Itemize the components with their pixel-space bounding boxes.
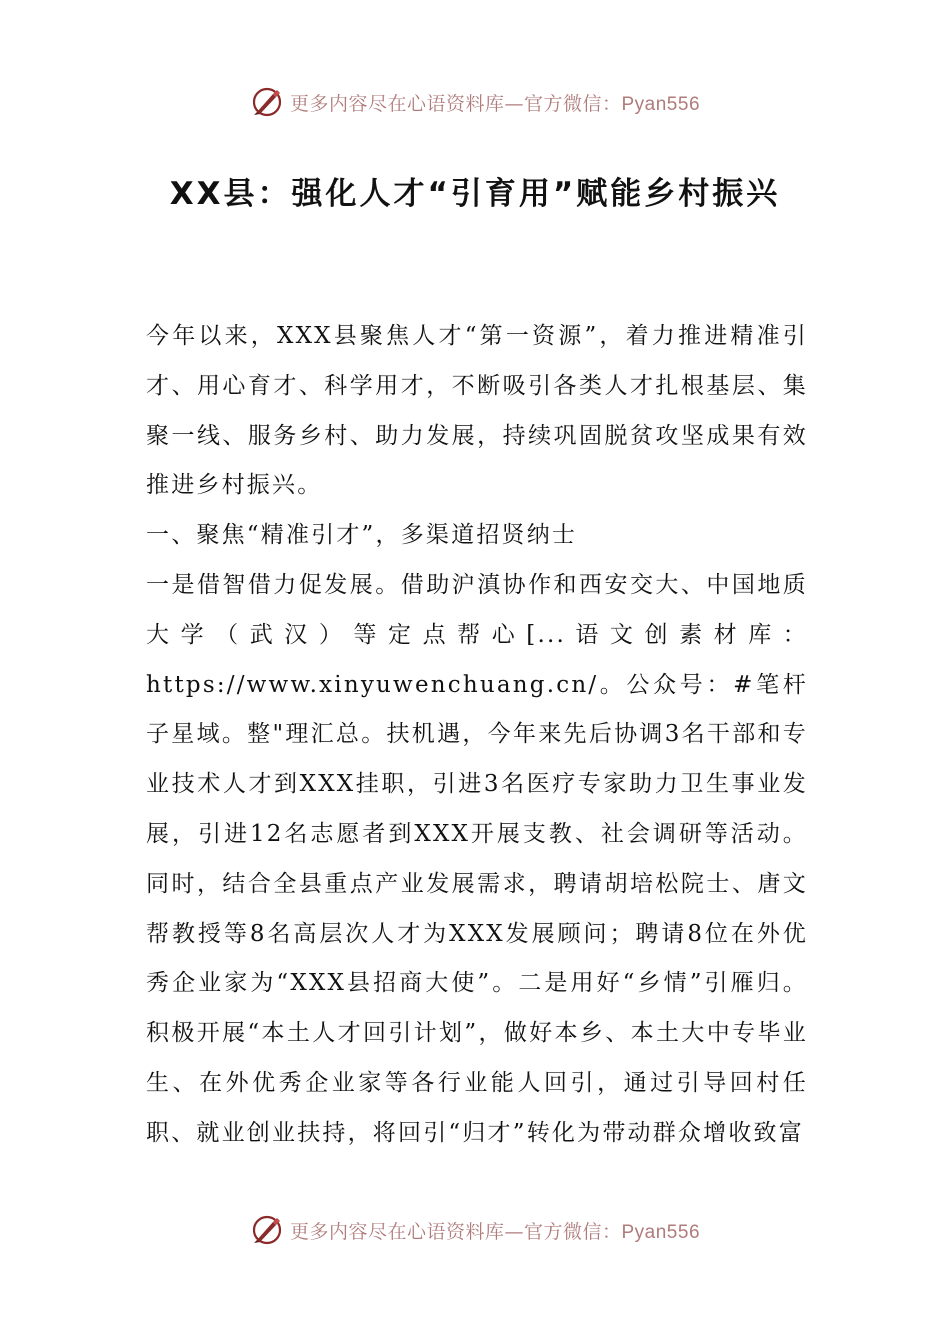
- watermark-text: [290, 1217, 700, 1244]
- document-body: [146, 312, 808, 1159]
- document-title: XX县：强化人才“引育用”赋能乡村振兴: [169, 176, 781, 212]
- footer-watermark: [0, 1210, 950, 1250]
- watermark-wechat-id: Pyan556: [621, 1221, 701, 1243]
- pen-logo-icon: [250, 85, 284, 119]
- header-watermark: [0, 82, 950, 122]
- section-heading: 一、聚焦“精准引才”，多渠道招贤纳士: [146, 522, 578, 549]
- pen-logo-icon: [250, 1213, 284, 1247]
- watermark-wechat-id: Pyan556: [621, 93, 701, 115]
- intro-paragraph: 今年以来，XXX县聚焦人才“第一资源”，着力推进精准引才、用心育才、科学用才，不断吸引各类人才扎根基层、集聚一线、服务乡村、助力发展，持续巩固脱贫攻坚成果有效推进乡村振兴。: [146, 323, 808, 499]
- watermark-text: [290, 89, 700, 116]
- watermark-label: 更多内容尽在心语资料库—官方微信：: [289, 1220, 622, 1243]
- body-paragraph: 一是借智借力促发展。借助沪滇协作和西安交大、中国地质大学（武汉）等定点帮心[...语文创素材库：https://www.xinyuwenchuang.cn/。公众号：#笔杆子星域。整"理汇总。扶机遇，今年来先后协调3名干部和专业技术人才到XXX挂职，引进3名医疗专家助力卫生事业发展，引进12名志愿者到XXX开展支教、社会调研等活动。同时，结合全县重点产业发展需求，聘请胡培松院士、唐文帮教授等8名高层次人才为XXX发展顾问；聘请8位在外优秀企业家为“XXX县招商大使”。二是用好“乡情”引雁归。积极开展“本土人才回引计划”，做好本乡、本土大中专毕业生、在外优秀企业家等各行业能人回引，通过引导回村任职、就业创业扶持，将回引“归才”转化为带动群众增收致富: [146, 571, 808, 1146]
- watermark-label: 更多内容尽在心语资料库—官方微信：: [289, 92, 622, 115]
